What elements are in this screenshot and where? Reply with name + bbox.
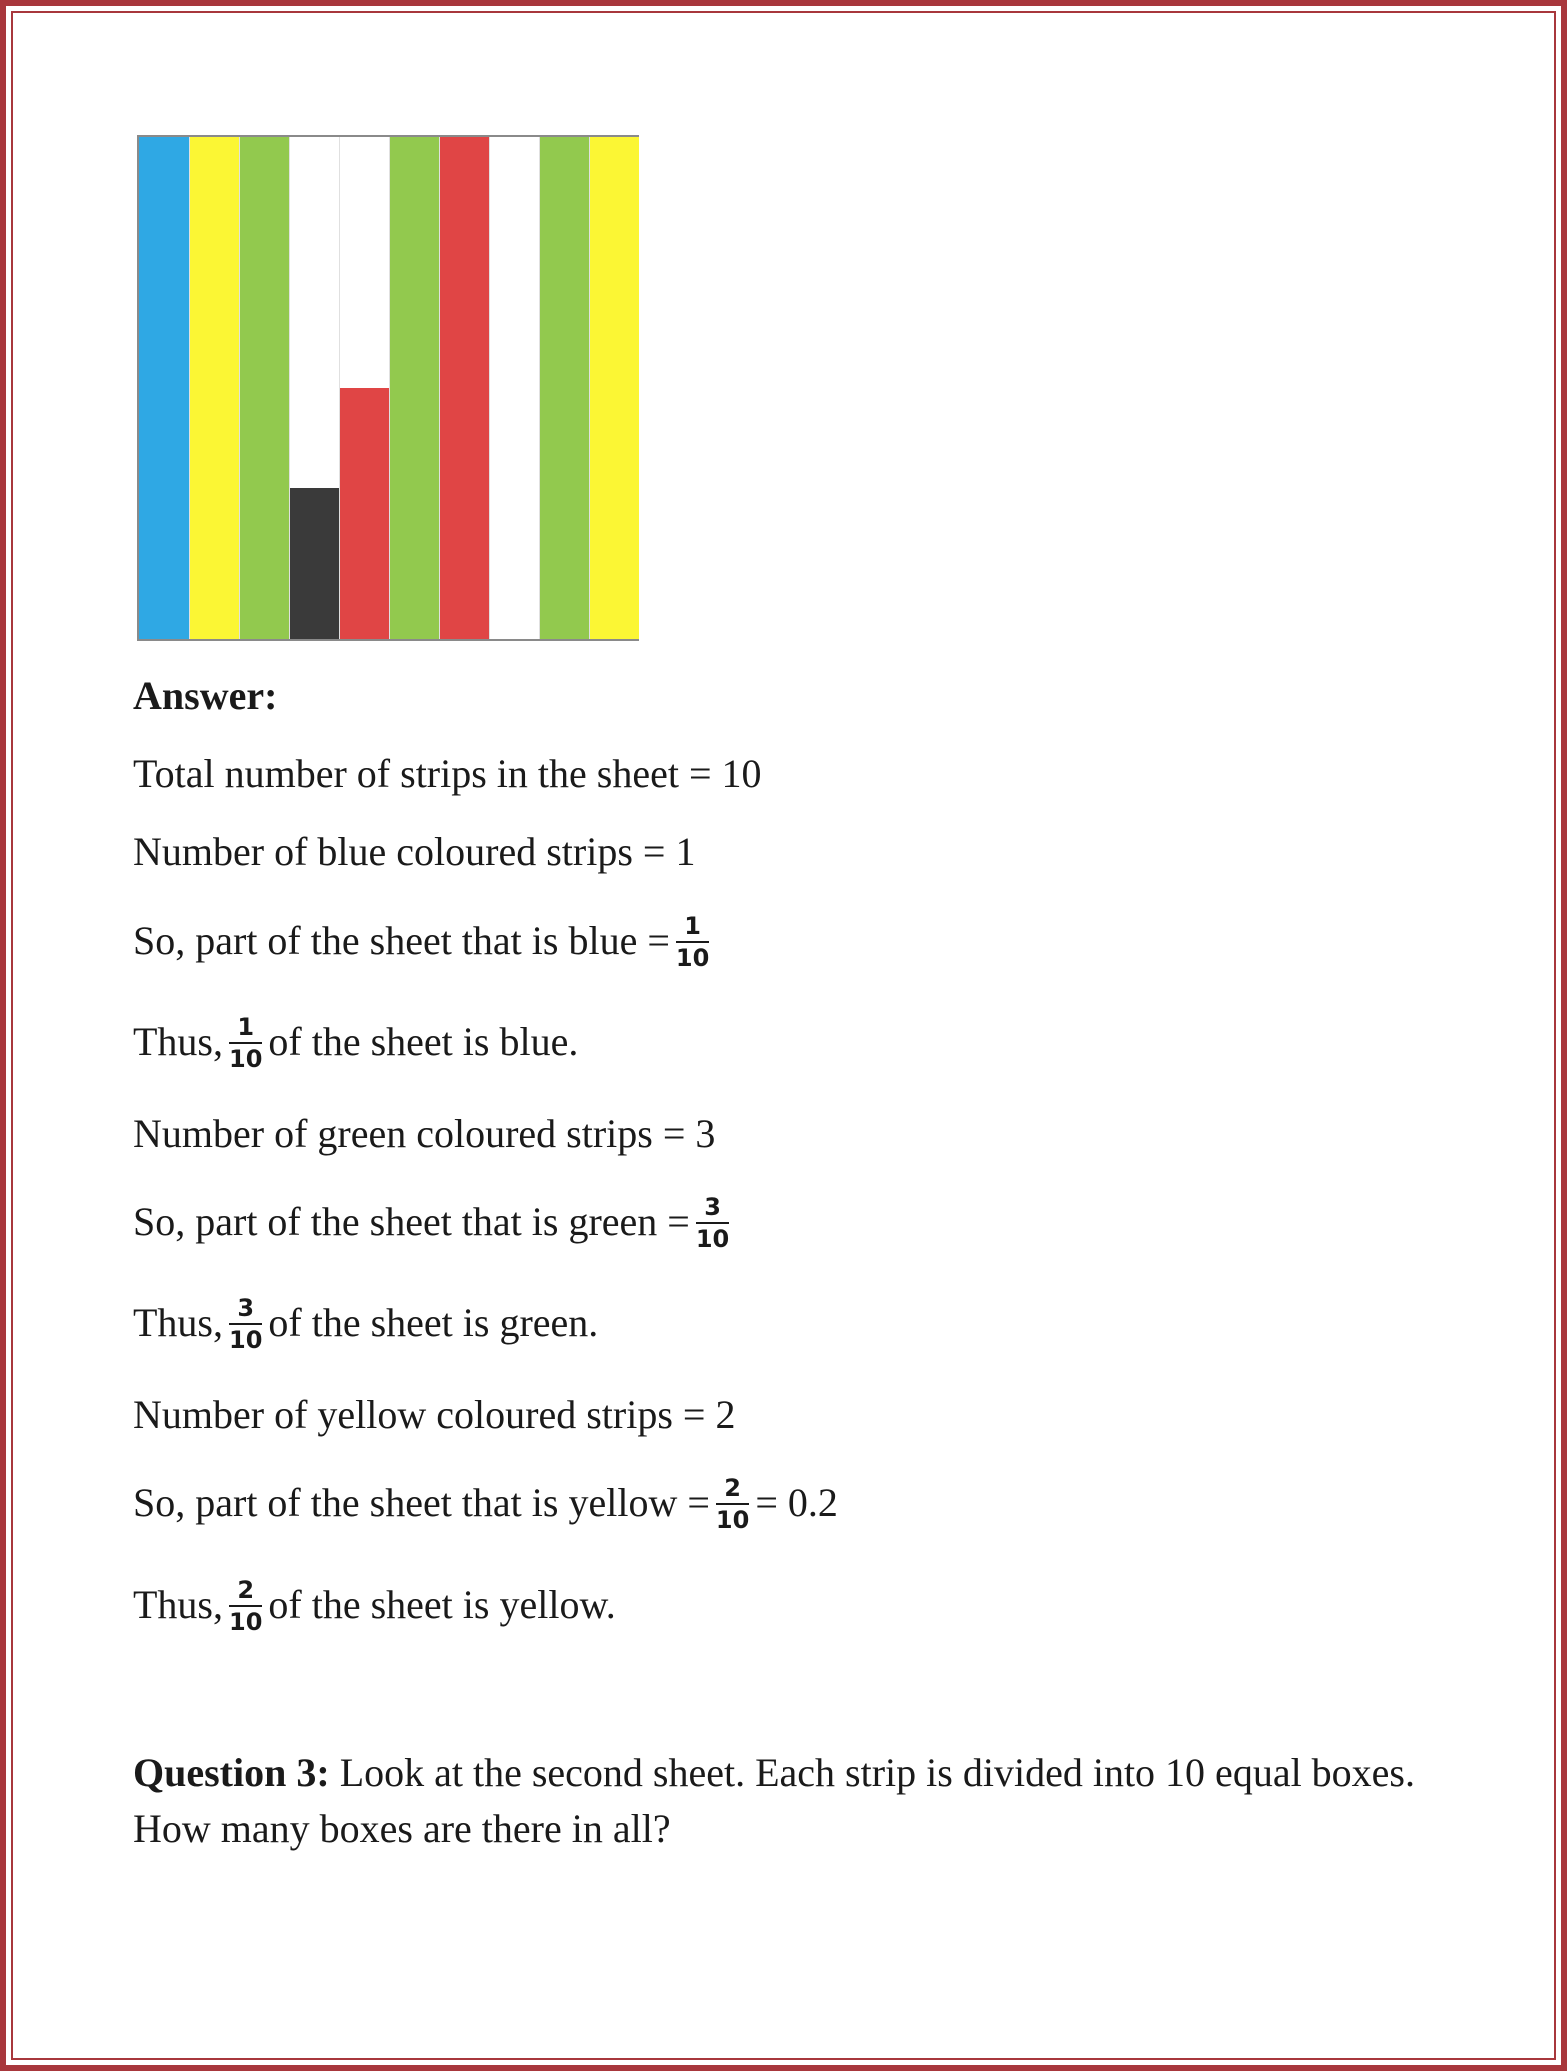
yellow-fraction	[716, 1475, 749, 1533]
thus-text: Thus,	[133, 1019, 223, 1065]
yellow-decimal-text: = 0.2	[755, 1480, 838, 1526]
fraction-denominator: 10	[229, 1608, 263, 1636]
fraction-denominator: 10	[695, 1225, 730, 1253]
fraction-denominator: 10	[229, 1045, 263, 1073]
blue-thus-text: of the sheet is blue.	[268, 1019, 579, 1065]
strip-fill	[540, 137, 589, 639]
question-text: Look at the second sheet. Each strip is divided into 10 equal boxes. How many boxes are there in all?	[133, 1750, 1415, 1851]
strip-fill	[340, 388, 389, 639]
green-count-line: Number of green coloured strips = 3	[133, 1111, 716, 1156]
green-part-line	[133, 1193, 735, 1255]
green-part-text: So, part of the sheet that is green =	[133, 1199, 690, 1245]
green-fraction	[229, 1295, 262, 1353]
fraction-denominator: 10	[229, 1326, 263, 1354]
strip-red-partial	[339, 137, 389, 639]
question-3	[133, 1745, 1453, 1857]
coloured-strip-sheet	[137, 135, 639, 641]
fraction-numerator: 3	[229, 1295, 262, 1325]
thus-text: Thus,	[133, 1300, 223, 1346]
strip-fill	[139, 137, 189, 639]
yellow-fraction	[229, 1577, 262, 1635]
blue-thus-line	[133, 1013, 579, 1075]
yellow-part-text: So, part of the sheet that is yellow =	[133, 1480, 710, 1526]
strip-fill	[440, 137, 489, 639]
green-fraction	[696, 1194, 729, 1252]
blue-fraction	[676, 913, 709, 971]
yellow-part-line	[133, 1474, 838, 1536]
strip-white	[489, 137, 539, 639]
yellow-thus-line	[133, 1576, 616, 1638]
strip-fill	[190, 137, 239, 639]
yellow-thus-text: of the sheet is yellow.	[268, 1582, 616, 1628]
strip-blue	[139, 137, 189, 639]
strip-yellow	[589, 137, 639, 639]
strip-fill	[290, 488, 339, 639]
answer-heading: Answer:	[133, 673, 278, 718]
fraction-numerator: 1	[229, 1014, 262, 1044]
fraction-denominator: 10	[675, 944, 710, 972]
fraction-numerator: 1	[676, 913, 709, 943]
blue-part-line	[133, 912, 715, 974]
green-thus-text: of the sheet is green.	[268, 1300, 599, 1346]
strip-fill	[490, 137, 539, 639]
question-label: Question 3:	[133, 1750, 330, 1795]
green-thus-line	[133, 1294, 599, 1356]
strip-green	[389, 137, 439, 639]
fraction-numerator: 2	[229, 1577, 262, 1607]
strip-black-partial	[289, 137, 339, 639]
strip-yellow	[189, 137, 239, 639]
thus-text: Thus,	[133, 1582, 223, 1628]
fraction-numerator: 3	[696, 1194, 729, 1224]
strip-fill	[240, 137, 289, 639]
fraction-denominator: 10	[715, 1506, 750, 1534]
fraction-numerator: 2	[716, 1475, 749, 1505]
blue-part-text: So, part of the sheet that is blue =	[133, 918, 670, 964]
yellow-count-line: Number of yellow coloured strips = 2	[133, 1392, 736, 1437]
strip-green	[539, 137, 589, 639]
blue-count-line: Number of blue coloured strips = 1	[133, 829, 696, 874]
strip-fill	[590, 137, 639, 639]
strip-fill	[390, 137, 439, 639]
strip-red	[439, 137, 489, 639]
strip-green	[239, 137, 289, 639]
total-strips-line: Total number of strips in the sheet = 10	[133, 751, 762, 796]
blue-fraction	[229, 1014, 262, 1072]
